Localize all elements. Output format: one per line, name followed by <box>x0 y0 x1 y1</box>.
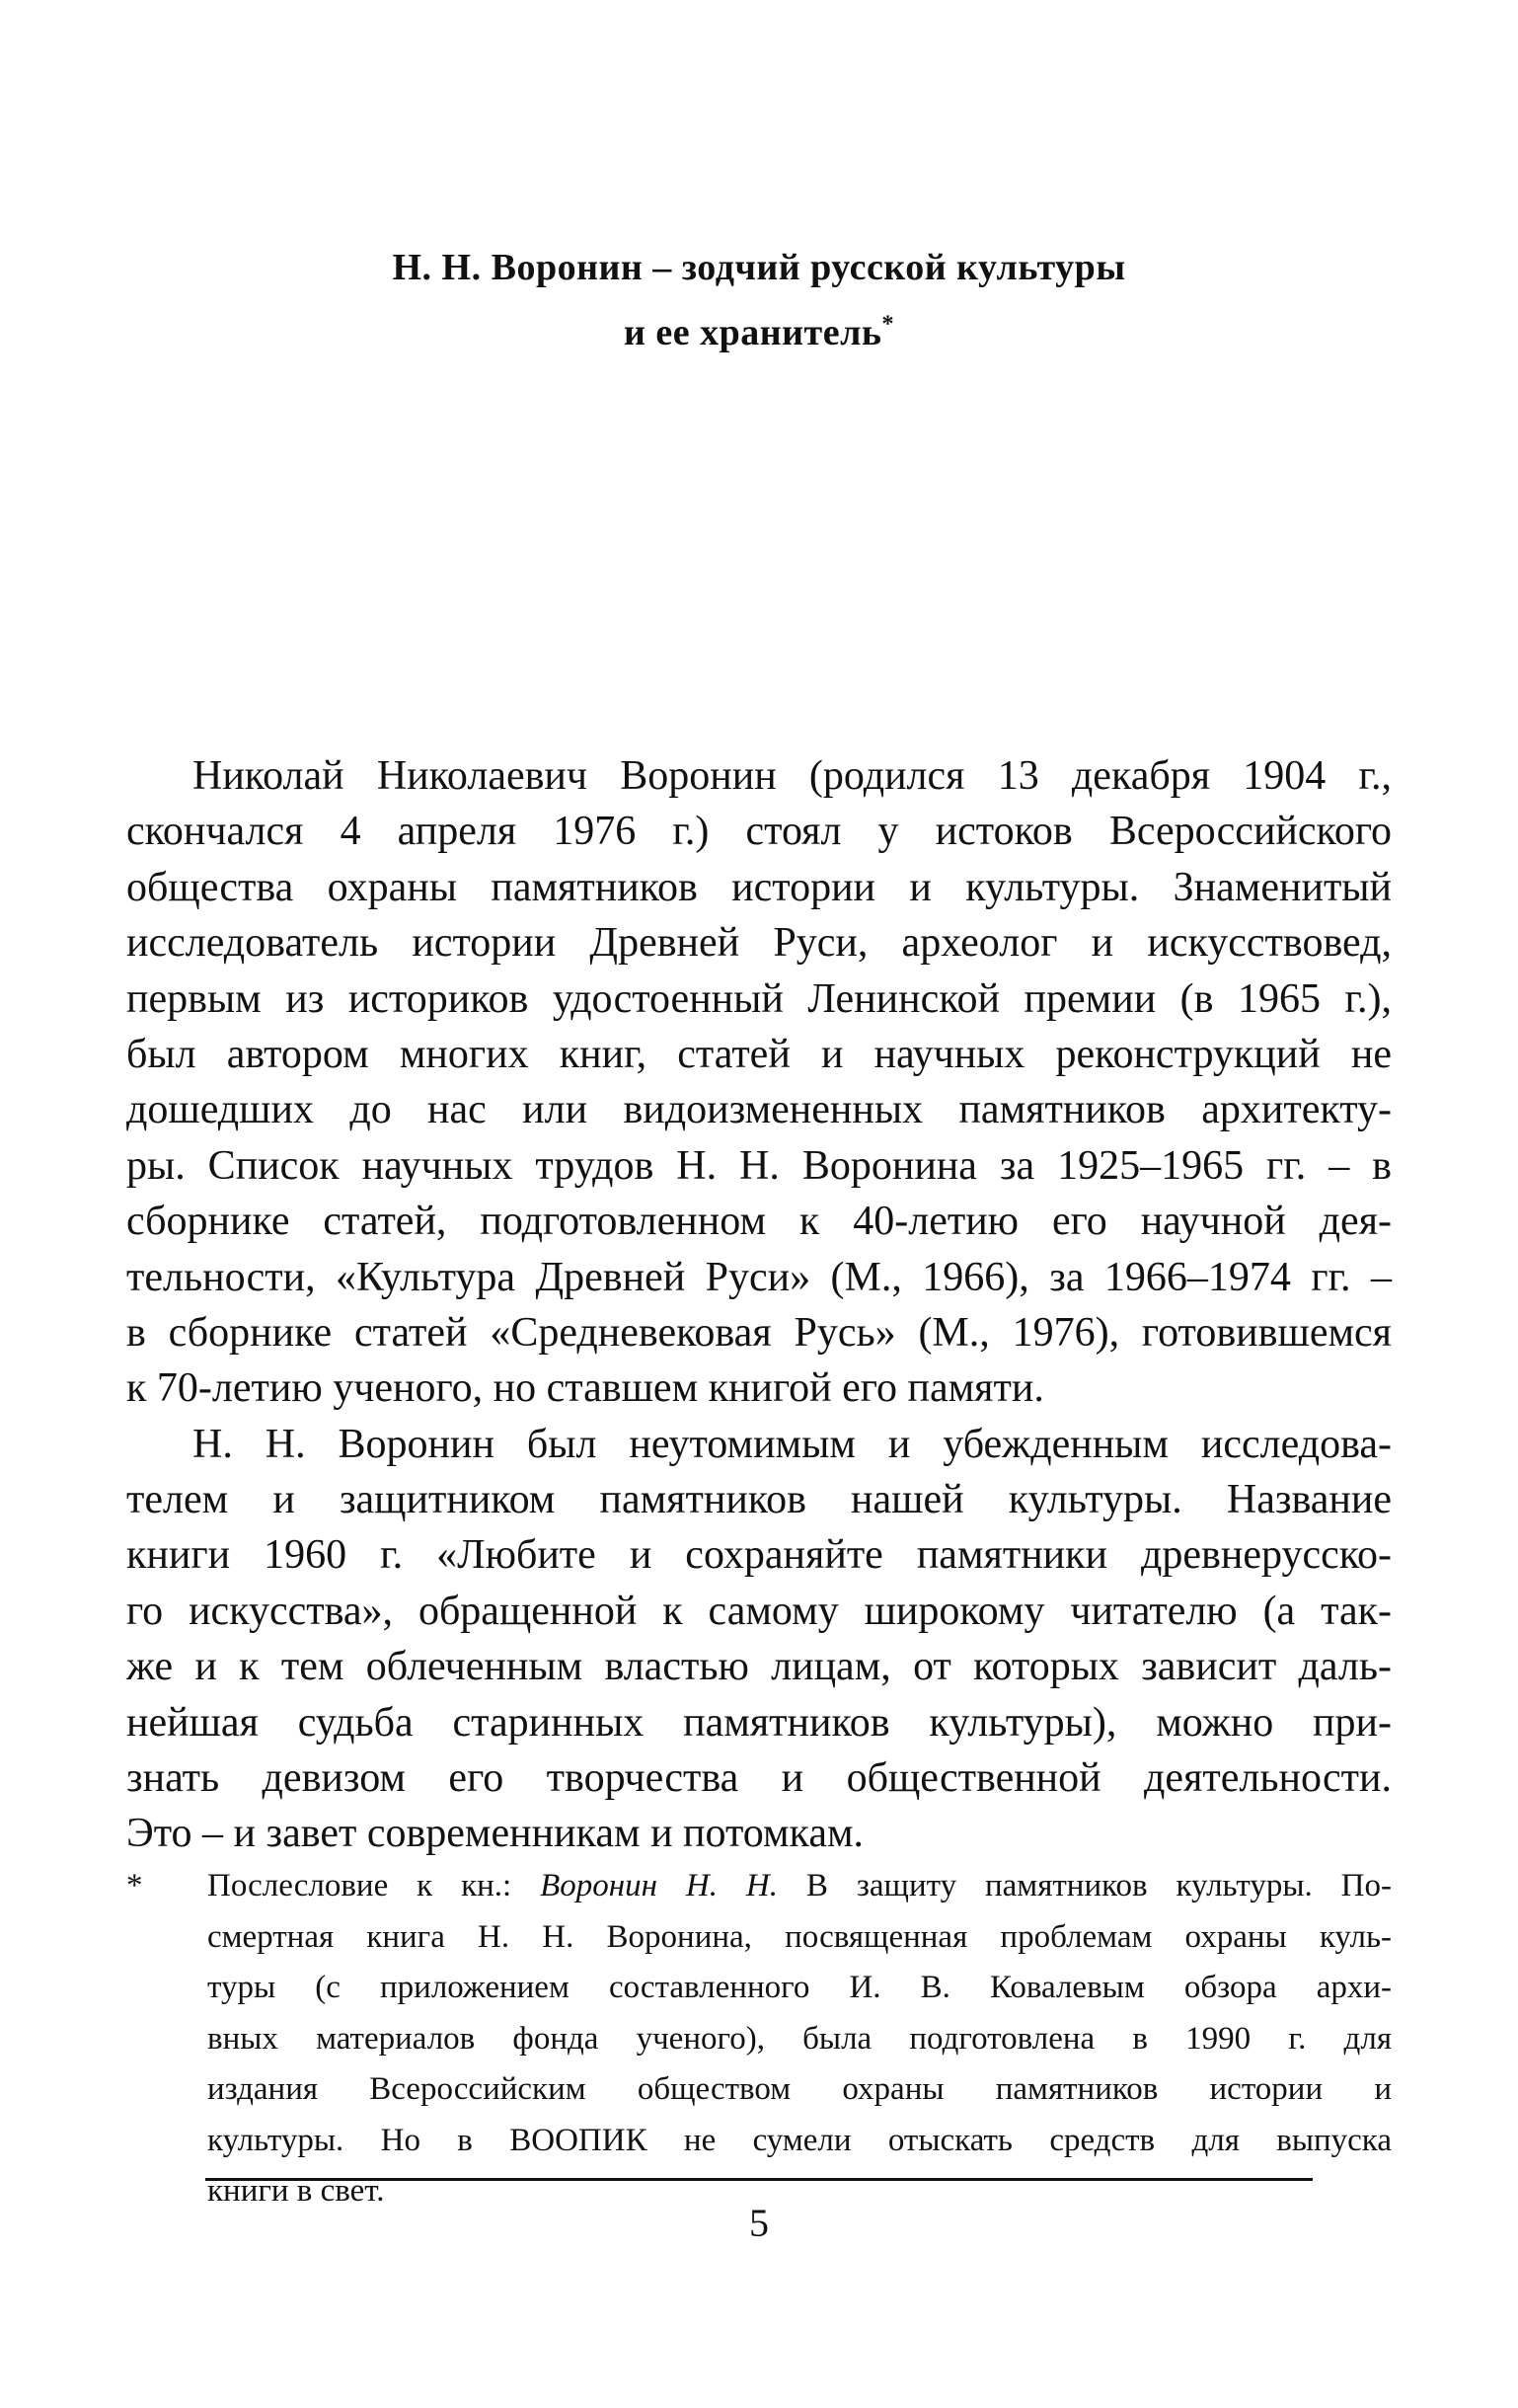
title-footnote-mark: * <box>881 311 894 338</box>
paragraph-1 <box>126 748 1392 1417</box>
footnote <box>126 1861 1392 2217</box>
text-line: же и к тем облеченным властью лицам, от которых зависит даль- <box>126 1644 1392 1690</box>
text-line: к 70-летию ученого, но ставшем книгой его памяти. <box>126 1365 1044 1412</box>
footnote-author: Воронин Н. Н. <box>540 1868 779 1903</box>
footer-divider <box>205 2178 1313 2181</box>
page-number: 5 <box>749 2201 769 2245</box>
footnote-line: книги в свет. <box>207 2173 385 2209</box>
footnote-line: издания Всероссийским обществом охраны памятников истории и <box>207 2071 1392 2107</box>
text-line: книги 1960 г. «Любите и сохраняйте памятники древнерусско- <box>126 1532 1392 1579</box>
footnote-line <box>207 1861 1392 1912</box>
text-line: сборнике статей, подготовленном к 40-летию его научной дея- <box>126 1199 1392 1245</box>
main-text <box>126 748 1392 1862</box>
chapter-title-line-1: Н. Н. Воронин – зодчий русской культуры <box>392 247 1126 288</box>
text-line: ры. Список научных трудов Н. Н. Воронина за 1925–1965 гг. – в <box>126 1142 1392 1189</box>
text-line: нейшая судьба старинных памятников культуры), можно при- <box>126 1699 1392 1746</box>
footnote-line: смертная книга Н. Н. Воронина, посвященная проблемам охраны куль- <box>207 1918 1392 1955</box>
text-line: знать девизом его творчества и общественной деятельности. <box>126 1755 1392 1802</box>
text-line: скончался 4 апреля 1976 г.) стоял у истоков Всероссийского <box>126 809 1392 855</box>
chapter-title <box>197 235 1321 365</box>
text-line: телем и защитником памятников нашей культуры. Название <box>126 1477 1392 1523</box>
text-line: общества охраны памятников истории и культуры. Знаменитый <box>126 864 1392 910</box>
footnote-lead: Послесловие к кн.: <box>207 1868 541 1903</box>
text-line: Н. Н. Воронин был неутомимым и убежденным исследова- <box>192 1421 1392 1467</box>
chapter-title-line-2-text: и ее хранитель <box>624 312 882 353</box>
chapter-title-line-2 <box>197 300 1321 365</box>
text-line: Это – и завет современникам и потомкам. <box>126 1811 865 1857</box>
paragraph-2 <box>126 1417 1392 1862</box>
text-line: исследователь истории Древней Руси, археолог и искусствовед, <box>126 920 1392 967</box>
text-line: был автором многих книг, статей и научных реконструкций не <box>126 1031 1392 1077</box>
text-line: первым из историков удостоенный Ленинской премии (в 1965 г.), <box>126 975 1392 1022</box>
footnote-line: вных материалов фонда ученого), была подготовлена в 1990 г. для <box>207 2020 1392 2057</box>
footnote-line-1-rest: В защиту памятников культуры. По- <box>778 1868 1392 1903</box>
text-line: Николай Николаевич Воронин (родился 13 декабря 1904 г., <box>192 753 1392 799</box>
text-line: дошедших до нас или видоизмененных памятников архитекту- <box>126 1087 1392 1133</box>
text-line: в сборнике статей «Средневековая Русь» (М., 1976), готовившемся <box>126 1309 1392 1356</box>
footnote-line: туры (с приложением составленного И. В. Ковалевым обзора архи- <box>207 1970 1392 2005</box>
footnote-mark: * <box>126 1868 143 1903</box>
text-line: го искусства», обращенной к самому широкому читателю (а так- <box>126 1588 1392 1634</box>
text-line: тельности, «Культура Древней Руси» (М., 1966), за 1966–1974 гг. – <box>126 1254 1392 1300</box>
footnote-line: культуры. Но в ВООПИК не сумели отыскать средств для выпуска <box>207 2122 1392 2158</box>
